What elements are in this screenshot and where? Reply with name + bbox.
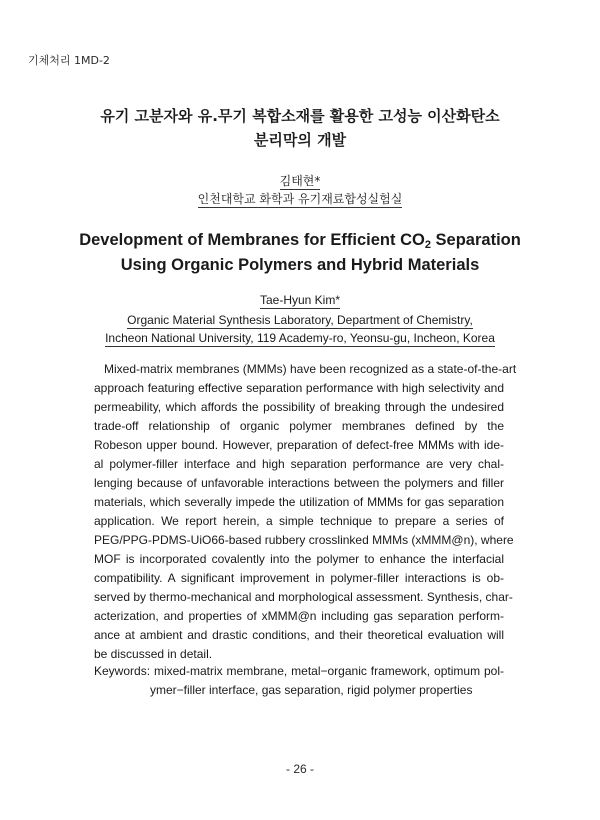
abstract-line: served by thermo-mechanical and morphological assessment. Synthesis, char- [94, 590, 513, 604]
abstract-line: permeability, which affords the possibility of breaking through the undesired [94, 400, 504, 414]
abstract-line: materials, which severally impede the utilization of MMMs for gas separation [94, 495, 504, 509]
english-title-line1 [0, 228, 600, 253]
english-affiliation-line2: Incheon National University, 119 Academy-ro, Yeonsu-gu, Incheon, Korea [105, 331, 495, 345]
english-affiliation [0, 311, 600, 347]
abstract-line: application. We report herein, a simple technique to prepare a series of [94, 514, 504, 528]
abstract-line: al polymer-filler interface and high separation performance are very chal- [94, 457, 504, 471]
co2-subscript: 2 [424, 239, 431, 251]
abstract-line: Mixed-matrix membranes (MMMs) have been recognized as a state-of-the-art [104, 362, 517, 376]
abstract-line: lenging because of unfavorable interactions between the polymers and filler [94, 476, 504, 490]
abstract-line: PEG/PPG-PDMS-UiO66-based rubbery crosslinked MMMs (xMMM@n), where [94, 533, 514, 547]
abstract-line: trade-off relationship of organic polymer membranes defined by the [94, 419, 504, 433]
abstract-body [94, 360, 517, 664]
english-title [0, 228, 600, 278]
korean-title-line2: 분리막의 개발 [253, 131, 347, 149]
abstract-line: Robeson upper bound. However, preparation of defect-free MMMs with ide- [94, 438, 504, 452]
keywords-line2: ymer−filler interface, gas separation, rigid polymer properties [150, 683, 473, 697]
korean-affiliation-text: 인천대학교 화학과 유기재료합성실험실 [197, 192, 403, 206]
english-affiliation-line1: Organic Material Synthesis Laboratory, Department of Chemistry, [127, 313, 473, 327]
page-number: - 26 - [285, 762, 314, 776]
english-title-line1-pre: Development of Membranes for Efficient CO [79, 231, 425, 249]
keywords [94, 662, 504, 700]
english-title-line1-post: Separation [430, 231, 521, 249]
abstract-line: be discussed in detail. [94, 647, 213, 661]
korean-title-line1: 유기 고분자와 유.무기 복합소재를 활용한 고성능 이산화탄소 [100, 107, 500, 125]
abstract-line: compatibility. A significant improvement in polymer-filler interactions is ob- [94, 571, 504, 585]
abstract-line: approach featuring effective separation performance with high selectivity and [94, 381, 504, 395]
abstract-line: MOF is incorporated covalently into the polymer to enhance the interfacial [94, 552, 504, 566]
english-title-line2: Using Organic Polymers and Hybrid Materials [120, 256, 480, 274]
abstract-line: acterization, and properties of xMMM@n including gas separation perform- [94, 609, 504, 623]
english-author [0, 293, 600, 307]
korean-author-name: 김태현* [279, 174, 321, 188]
korean-author [0, 172, 600, 189]
keywords-line1: Keywords: mixed-matrix membrane, metal−organic framework, optimum pol- [94, 664, 504, 678]
abstract-line: ance at ambient and drastic conditions, and their theoretical evaluation will [94, 628, 504, 642]
korean-affiliation [0, 190, 600, 207]
session-code: 기체처리 1MD-2 [28, 54, 110, 67]
korean-title [0, 104, 600, 152]
english-author-name: Tae-Hyun Kim* [259, 293, 341, 307]
